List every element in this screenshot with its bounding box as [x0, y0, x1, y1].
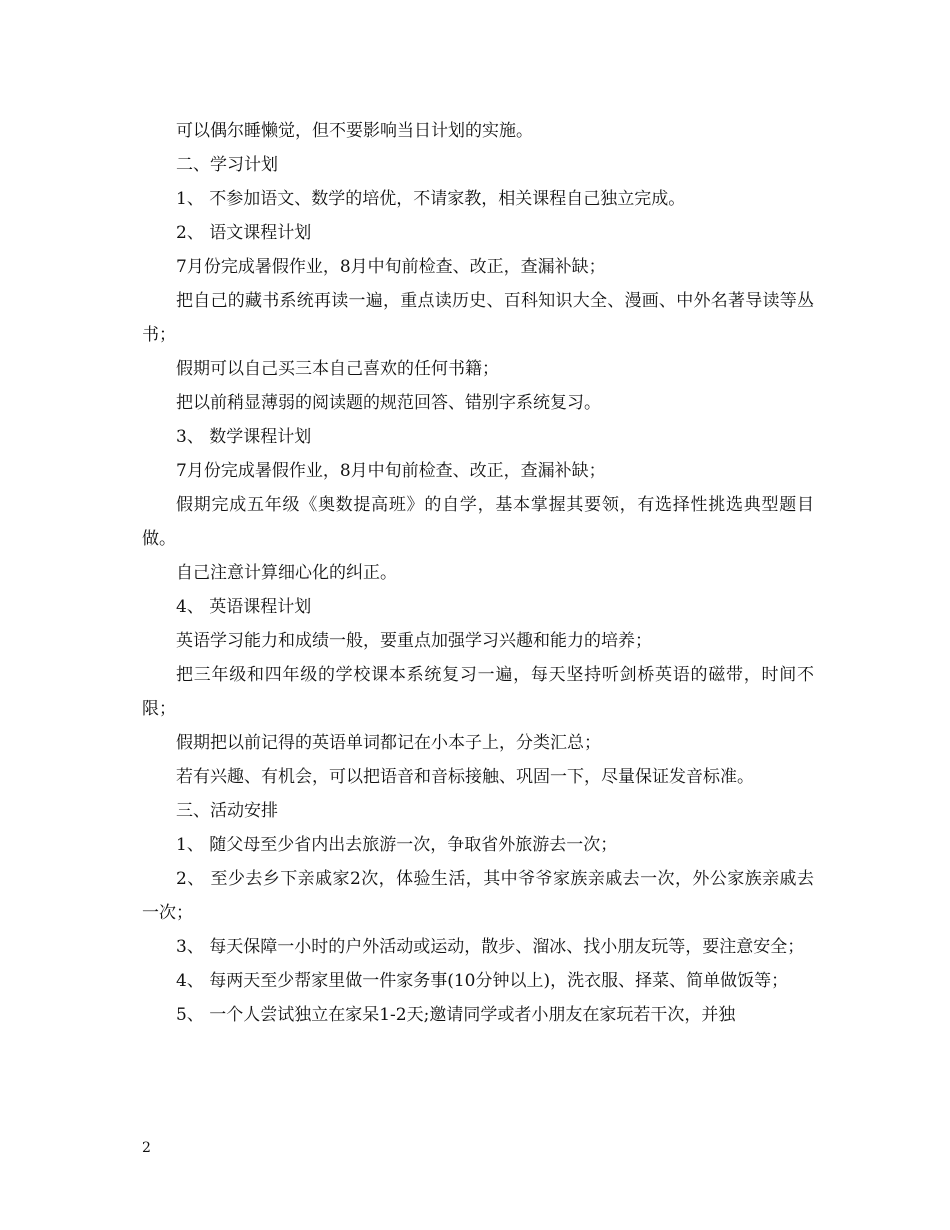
paragraph: 假期把以前记得的英语单词都记在小本子上，分类汇总；: [176, 733, 601, 753]
paragraph: 7月份完成暑假作业，8月中旬前检查、改正，查漏补缺；: [176, 461, 606, 481]
paragraph: 假期完成五年级《奥数提高班》的自学，基本掌握其要领，有选择性挑选典型题目做。: [142, 495, 814, 549]
paragraph: 英语学习能力和成绩一般，要重点加强学习兴趣和能力的培养；: [176, 631, 652, 651]
list-item: 2、 至少去乡下亲戚家2次，体验生活，其中爷爷家族亲戚去一次，外公家族亲戚去一次；: [142, 869, 814, 923]
paragraph: 自己注意计算细心化的纠正。: [176, 563, 397, 583]
paragraph: 把以前稍显薄弱的阅读题的规范回答、错别字系统复习。: [176, 393, 601, 413]
paragraph: 可以偶尔睡懒觉，但不要影响当日计划的实施。: [176, 121, 533, 141]
section-heading: 三、活动安排: [176, 801, 278, 821]
subsection-heading: 2、 语文课程计划: [176, 223, 312, 243]
paragraph: 假期可以自己买三本自己喜欢的任何书籍；: [176, 359, 499, 379]
list-item: 5、 一个人尝试独立在家呆1-2天;邀请同学或者小朋友在家玩若干次，并独: [176, 1005, 736, 1025]
document-body: [142, 114, 814, 1032]
paragraph: 若有兴趣、有机会，可以把语音和音标接触、巩固一下，尽量保证发音标准。: [176, 767, 754, 787]
list-item: 4、 每两天至少帮家里做一件家务事(10分钟以上)，洗衣服、择菜、简单做饭等；: [176, 971, 789, 991]
section-heading: 二、学习计划: [176, 155, 278, 175]
paragraph: 7月份完成暑假作业，8月中旬前检查、改正，查漏补缺；: [176, 257, 606, 277]
page-number: 2: [142, 1140, 151, 1156]
paragraph: 1、 不参加语文、数学的培优，不请家教，相关课程自己独立完成。: [176, 189, 686, 209]
subsection-heading: 3、 数学课程计划: [176, 427, 312, 447]
paragraph: 把三年级和四年级的学校课本系统复习一遍，每天坚持听剑桥英语的磁带，时间不限；: [142, 665, 814, 719]
list-item: 3、 每天保障一小时的户外活动或运动，散步、溜冰、找小朋友玩等，要注意安全；: [176, 937, 805, 957]
paragraph: 把自己的藏书系统再读一遍，重点读历史、百科知识大全、漫画、中外名著导读等丛书；: [142, 291, 814, 345]
list-item: 1、 随父母至少省内出去旅游一次，争取省外旅游去一次；: [176, 835, 618, 855]
subsection-heading: 4、 英语课程计划: [176, 597, 312, 617]
